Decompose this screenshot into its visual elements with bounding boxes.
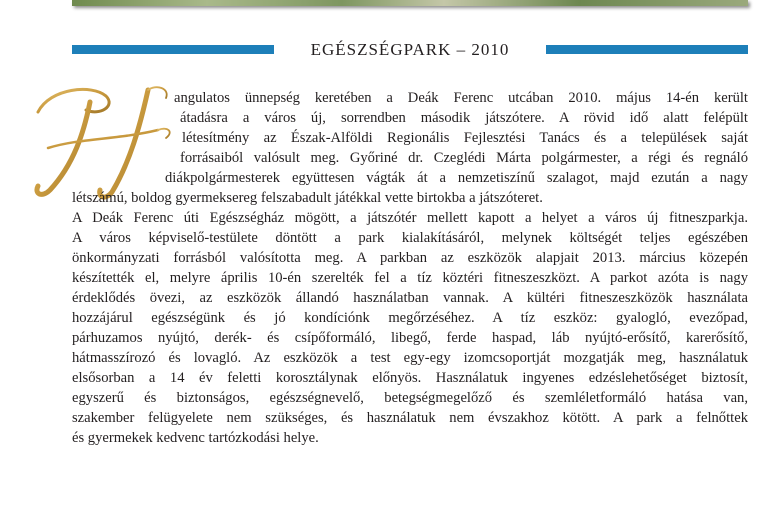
title-rule-right [546,45,748,54]
article-line: A város képviselő-testülete döntött a park kialakításáról, melynek költségét teljes egészében [72,230,748,246]
article-line: létesítmény az Észak-Alföldi Regionális Fejlesztési Tanács és a települések saját [182,130,748,146]
article-line: és gyermekek kedvenc tartózkodási helye. [72,430,319,446]
article-line: angulatos ünnepség keretében a Deák Ferenc utcában 2010. május 14-én került [174,90,748,106]
page-title: EGÉSZSÉGPARK – 2010 [310,40,510,59]
article-line: átadásra a város új, sorrendben második játszótere. A rövid idő alatt felépült [180,110,748,126]
article-line: érdeklődés övezi, az eszközök állandó használatban vannak. A kültéri fitneszeszközök használata [72,290,748,306]
article-line: párhuzamos nyújtó, derék- és csípőformáló, libegő, ferde haspad, láb nyújtó-erősítő, karerősítő, [72,330,748,346]
article-body [72,88,748,448]
article-line: A Deák Ferenc úti Egészségház mögött, a játszótér mellett kapott a helyet a város új fitneszparkja. [72,210,748,226]
article-line: készítették el, melyre április 10-én szerelték fel a tíz köztéri fitneszeszközt. A parkot azóta is nagy [72,270,748,286]
article-line: elsősorban a 14 év feletti korosztálynak előnyös. Használatuk ingyenes edzéslehetőséget biztosít, [72,370,748,386]
article-line: hátmasszírozó és lovagló. Az eszközök a test egy-egy izomcsoportját mozgatják meg, használatuk [72,350,748,366]
article-line: szakember felügyelete nem szükséges, és használatuk nem évszakhoz kötött. A park a felnőttek [72,410,748,426]
article-line: hozzájárul egészségünk és jó kondíciónk megőrzéséhez. A tíz eszköz: gyalogló, evezőpad, [72,310,748,326]
header-photo-strip [72,0,748,6]
article-line: forrásaiból valósult meg. Győriné dr. Czeglédi Márta polgármester, a régi és regnáló [180,150,748,166]
title-rule-left [72,45,274,54]
section-header [72,40,748,60]
article-line: egyszerű és biztonságos, egészségnevelő, betegségmegelőző és szemléletformáló hatása van, [72,390,748,406]
dropcap-letter: H [30,82,31,83]
article-line: önkormányzati forrásból valósította meg. A parkban az eszközök alapjait 2013. március közepén [72,250,748,266]
article-line: diákpolgármesterek együttesen vágták át a nemzetiszínű szalagot, majd ezután a nagy [165,170,748,186]
article-line: létszámú, boldog gyermeksereg felszabadult játékkal vette birtokba a játszóteret. [72,190,543,206]
